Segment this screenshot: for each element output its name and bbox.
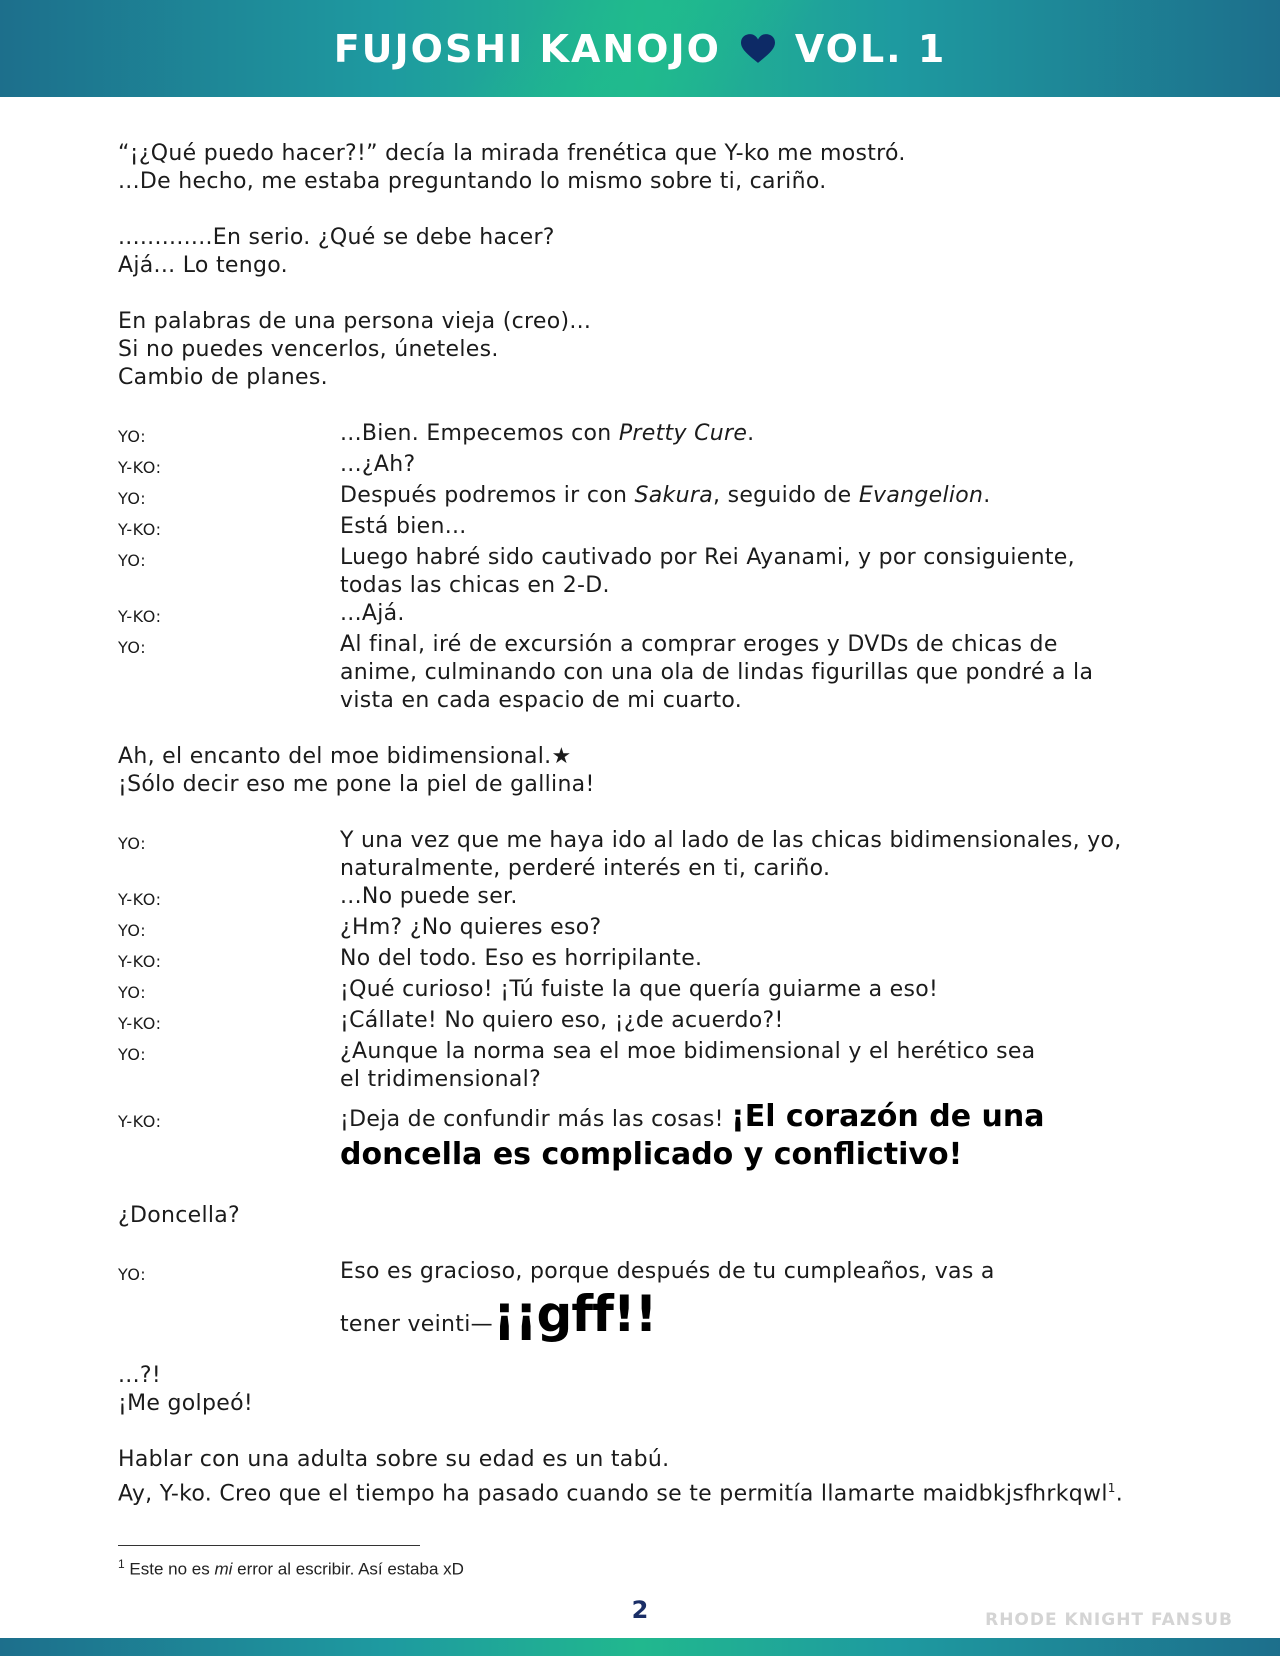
dialogue-line	[118, 827, 1178, 883]
dialogue-text: Y una vez que me haya ido al lado de las chicas bidimensionales, yo, naturalmente, perderé interés en ti, cariño.	[340, 828, 1122, 881]
page-header	[0, 0, 1280, 97]
dialogue-block	[118, 827, 1178, 1174]
page-number: 2	[631, 1596, 649, 1624]
footnote-divider	[118, 1545, 420, 1546]
shout-text: ¡El corazón de una	[731, 1099, 1045, 1134]
paragraph: ¡Me golpeó!	[118, 1391, 253, 1416]
dialogue-text: ¿Aunque la norma sea el moe bidimensional y el herético sea el tridimensional?	[340, 1039, 1036, 1092]
paragraph: Hablar con una adulta sobre su edad es un tabú.	[118, 1447, 670, 1472]
dialogue-line	[118, 945, 1178, 976]
speaker-label: Y-KO:	[118, 520, 162, 539]
fansub-credit: RHODE KNIGHT FANSUB	[985, 1610, 1233, 1630]
dialogue-text: Después podremos ir con Sakura, seguido de Evangelion.	[340, 483, 991, 508]
paragraph: Si no puedes vencerlos, úneteles.	[118, 337, 499, 362]
speaker-label: YO:	[118, 638, 147, 657]
paragraph: ¡Sólo decir eso me pone la piel de gallina!	[118, 772, 595, 797]
dialogue-text: ¿Hm? ¿No quieres eso?	[340, 915, 602, 940]
dialogue-text: ¡Deja de confundir más las cosas! ¡El corazón de una doncella es complicado y conflictivo!	[340, 1098, 1178, 1174]
paragraph: “¡¿Qué puedo hacer?!” decía la mirada frenética que Y-ko me mostró.	[118, 141, 906, 166]
speaker-label: Y-KO:	[118, 952, 162, 971]
dialogue-text: ...No puede ser.	[340, 884, 518, 909]
dialogue-text: ¡Qué curioso! ¡Tú fuiste la que quería guiarme a eso!	[340, 977, 939, 1002]
header-title	[334, 27, 947, 71]
paragraph: Cambio de planes.	[118, 365, 328, 390]
heart-icon	[741, 34, 775, 64]
speaker-label: YO:	[118, 834, 147, 853]
paragraph: Ay, Y-ko. Creo que el tiempo ha pasado cuando se te permitía llamarte maidbkjsfhrkqwl$^1$.	[118, 1481, 1123, 1507]
dialogue-line	[118, 482, 1178, 513]
paragraph: En palabras de una persona vieja (creo)...	[118, 309, 592, 334]
dialogue-text: Luego habré sido cautivado por Rei Ayanami, y por consiguiente, todas las chicas en 2-D.	[340, 545, 1075, 598]
page-body	[118, 140, 1178, 1508]
speaker-label: YO:	[118, 983, 147, 1002]
speaker-label: YO:	[118, 427, 147, 446]
dialogue-line	[118, 1038, 1178, 1094]
speaker-label: Y-KO:	[118, 890, 162, 909]
shout-text: doncella es complicado y conflictivo!	[340, 1137, 963, 1172]
dialogue-line	[118, 544, 1178, 600]
dialogue-line	[118, 1007, 1178, 1038]
dialogue-text: ...Bien. Empecemos con Pretty Cure.	[340, 421, 755, 446]
paragraph: ¿Doncella?	[118, 1203, 241, 1228]
speaker-label: Y-KO:	[118, 1014, 162, 1033]
series-title: FUJOSHI KANOJO	[333, 26, 721, 71]
speaker-label: YO:	[118, 489, 147, 508]
dialogue-text: ¡Cállate! No quiero eso, ¡¿de acuerdo?!	[340, 1008, 784, 1033]
paragraph: Ah, el encanto del moe bidimensional.★	[118, 744, 572, 769]
dialogue-text: ...¿Ah?	[340, 452, 416, 477]
dialogue-text: Eso es gracioso, porque después de tu cumpleaños, vas a tener veinti—¡¡gff!!	[340, 1259, 995, 1343]
speaker-label: YO:	[118, 1265, 147, 1284]
dialogue-line	[118, 631, 1178, 715]
footnote-ref: 1	[1107, 1481, 1116, 1495]
speaker-label: Y-KO:	[118, 607, 162, 626]
dialogue-line	[118, 600, 1178, 631]
footer-bar	[0, 1638, 1280, 1656]
dialogue-line	[118, 976, 1178, 1007]
dialogue-line	[118, 451, 1178, 482]
dialogue-line	[118, 1098, 1178, 1174]
paragraph: ...De hecho, me estaba preguntando lo mismo sobre ti, cariño.	[118, 169, 827, 194]
paragraph: Ajá... Lo tengo.	[118, 253, 288, 278]
footnote: $^1$ Este no es mi error al escribir. Así estaba xD	[118, 1557, 464, 1579]
dialogue-line	[118, 1258, 1178, 1342]
paragraph: .............En serio. ¿Qué se debe hacer?	[118, 225, 555, 250]
paragraph: ...?!	[118, 1363, 161, 1388]
speaker-label: Y-KO:	[118, 458, 162, 477]
dialogue-line	[118, 883, 1178, 914]
volume-label: VOL. 1	[794, 26, 947, 71]
dialogue-text: ...Ajá.	[340, 601, 405, 626]
dialogue-text: Está bien...	[340, 514, 467, 539]
dialogue-text: No del todo. Eso es horripilante.	[340, 946, 703, 971]
speaker-label: YO:	[118, 551, 147, 570]
speaker-label: YO:	[118, 1045, 147, 1064]
dialogue-line	[118, 420, 1178, 451]
speaker-label: YO:	[118, 921, 147, 940]
speaker-label: Y-KO:	[118, 1112, 162, 1131]
dialogue-line	[118, 513, 1178, 544]
dialogue-line	[118, 914, 1178, 945]
dialogue-block	[118, 420, 1178, 715]
hit-sound-text: ¡¡gff!!	[492, 1285, 657, 1343]
dialogue-text: Al final, iré de excursión a comprar eroges y DVDs de chicas de anime, culminando con una ola de lindas figurillas que pondré a la vista en cada espacio de mi cuarto.	[340, 632, 1094, 713]
